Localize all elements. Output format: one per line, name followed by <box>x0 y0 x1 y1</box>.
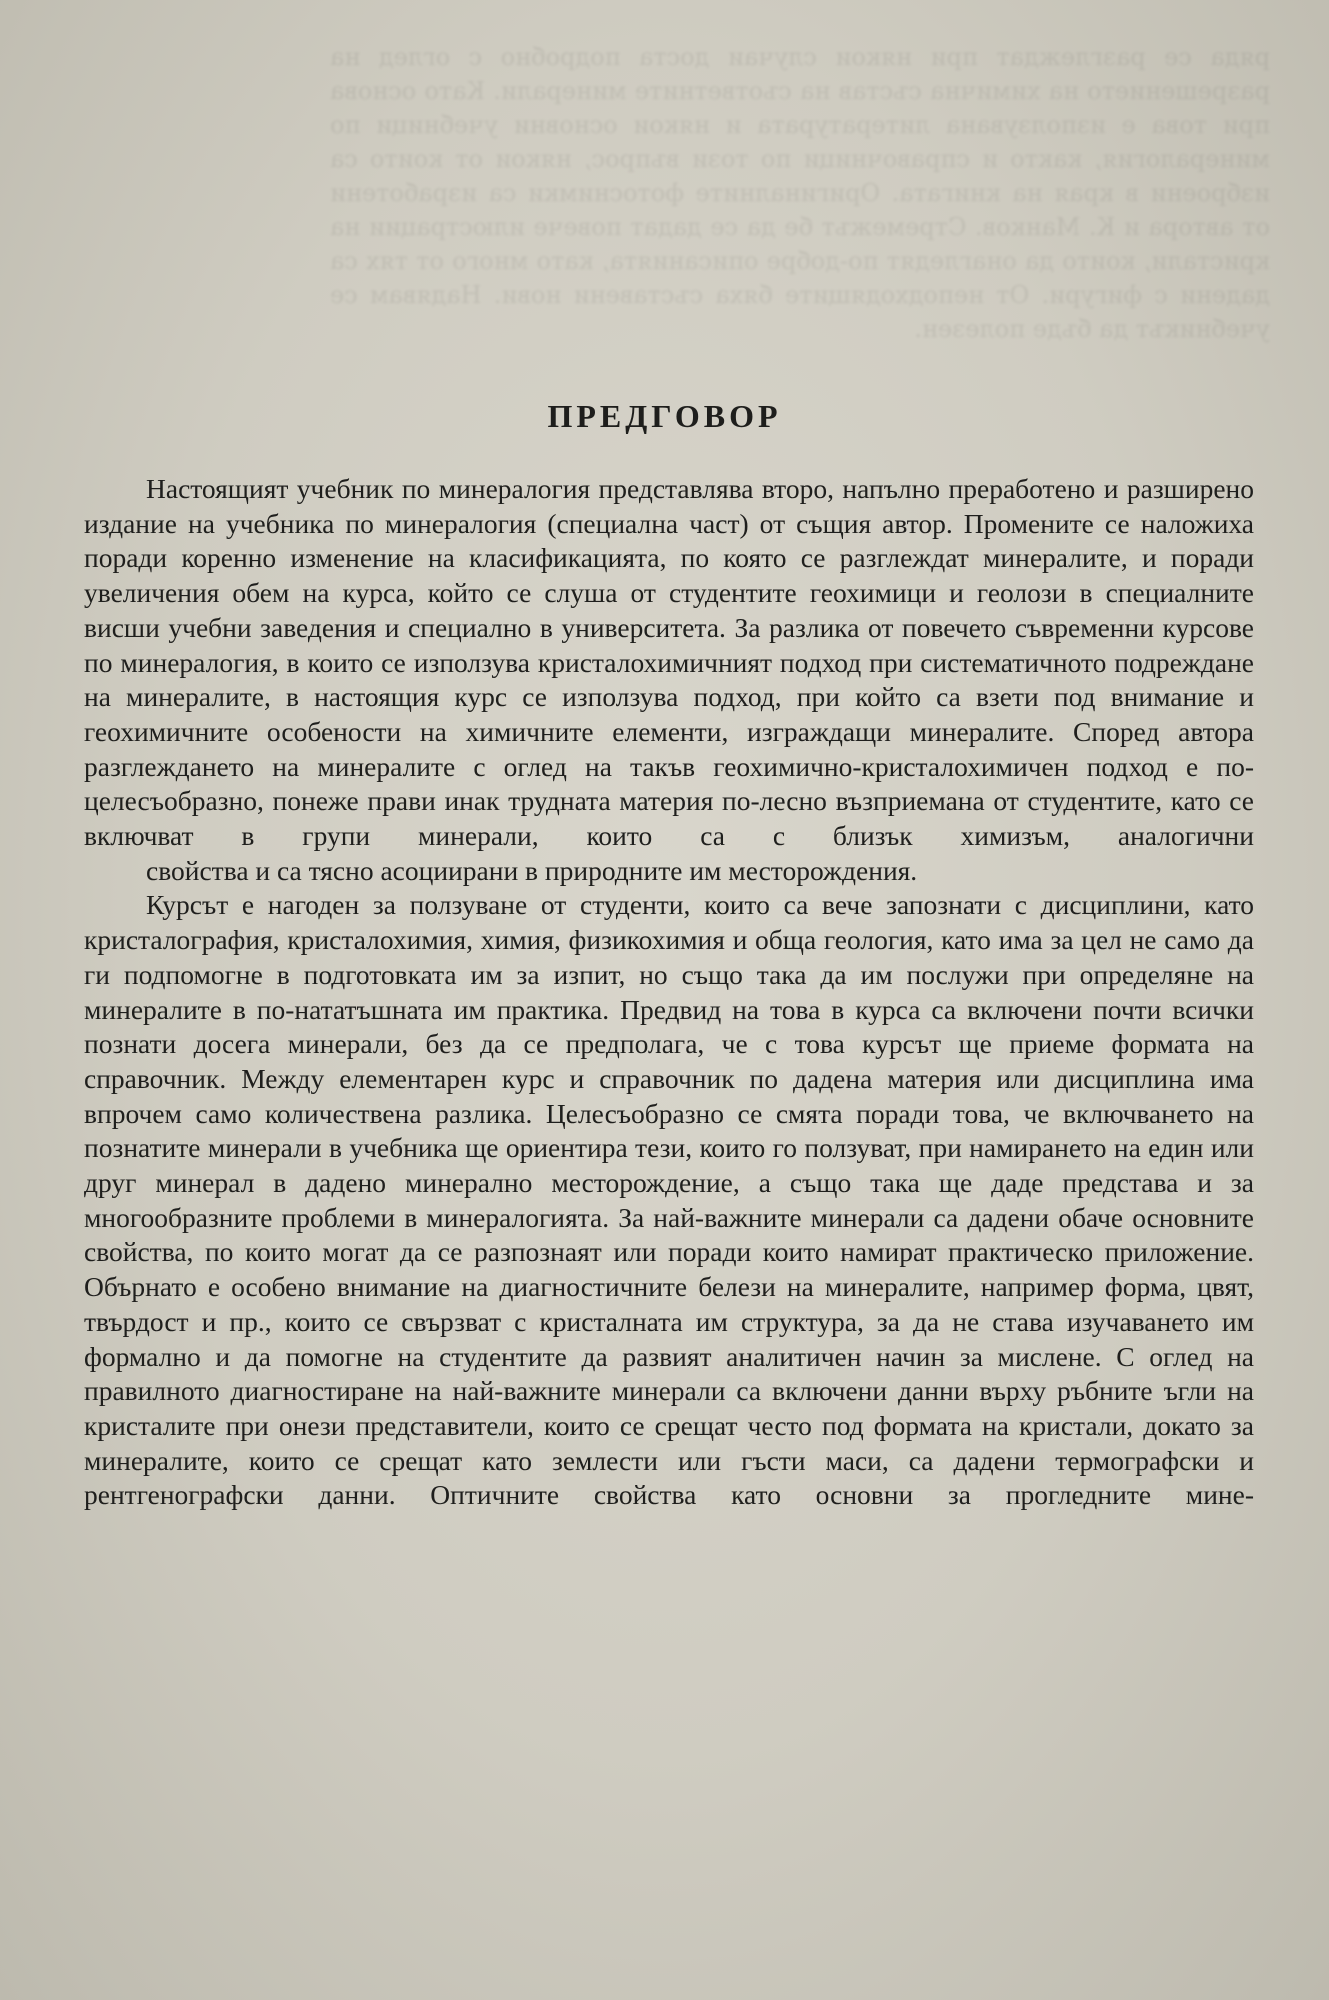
paragraph <box>84 472 1254 888</box>
bleed-through-text: ряда се разглеждат при някои случаи доста подробно с оглед на разрешението на химична състав на съответните минерали. Като основа при това е използувана литературата и някои основни учебници по минералогия, както и справочници по този въпрос, някои от които са изброени в края на книгата. Оригиналните фотоснимки са изработени от автора и К. Манков. Стремежът бе да се дадат повече илюстрации на кристали, които да онагледят по-добре описанията, като много от тях са дадени с фигури. От неподходящите бяха съставени нови. Надявам се учебникът да бъде полезен. <box>330 43 1270 343</box>
paragraph-text: Курсът е нагоден за ползуване от студенти, които са вече запознати с дисциплини, като кристалография, кристалохимия, химия, физикохимия и обща геология, като има за цел не само да ги подпомогне в подготовката им за изпит, но също така да им послужи при определяне на минералите в по-нататъшната им практика. Предвид на това в курса са включени почти всички познати досега минерали, без да се предполага, че с това курсът ще приеме формата на справочник. Между елементарен курс и справочник по дадена материя или дисциплина има впрочем само количествена разлика. Целесъобразно се смята поради това, че включването на познатите минерали в учебника ще ориентира тези, които го ползуват, при намирането на един или друг минерал в дадено минерално месторождение, а също така ще даде представа и за многообразните проблеми в минералогията. За най-важните минерали са дадени обаче основните свойства, по които могат да се разпознаят или поради които намират практическо приложение. Обърнато е особено внимание на диагностичните белези на минералите, например форма, цвят, твърдост и пр., които се свързват с кристалната им структура, за да не става изучаването им формално и да помогне на студентите да развият аналитичен начин за мислене. С оглед на правилното диагностиране на най-важните минерали са включени данни върху ръбните ъгли на кристалите при онези представители, които се срещат често под формата на кристали, докато за минералите, които се срещат като землести или гъсти маси, са дадени термографски и рентгенографски данни. Оптичните свойства като основни за прогледните мине- <box>84 889 1254 1511</box>
paragraph-last-line: свойства и са тясно асоциирани в природните им месторождения. <box>146 854 918 886</box>
paragraph-text: Настоящият учебник по минералогия представлява второ, напълно преработено и разширено издание на учебника по минералогия (специална част) от същия автор. Промените се наложиха поради коренно изменение на класификацията, по която се разглеждат минералите, и поради увеличения обем на курса, който се слуша от студентите геохимици и геолози в специалните висши учебни заведения и специално в университета. За разлика от повечето съвременни курсове по минералогия, в които се използува кристалохимичният подход при систематичното подреждане на минералите, в настоящия курс се използува подход, при който са взети под внимание и геохимичните особености на химичните елементи, изграждащи минералите. Според автора разглеждането на минералите с оглед на такъв геохимично-кристалохимичен подход е по-целесъобразно, понеже прави инак трудната материя по-лесно възприемана от студентите, като се включват в групи минерали, които са с близък химизъм, аналогични <box>84 473 1254 852</box>
paragraph <box>84 888 1254 1513</box>
body-text <box>84 472 1254 1513</box>
page-title: ПРЕДГОВОР <box>547 398 782 434</box>
